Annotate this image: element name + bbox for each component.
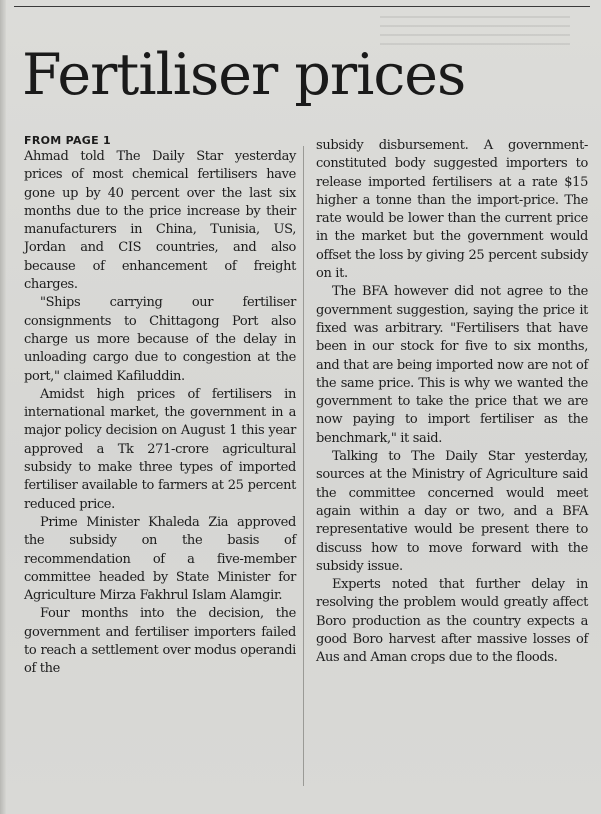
article-column-right	[316, 137, 588, 668]
paragraph: The BFA however did not agree to the government suggestion, saying the price it fixed was arbitrary. "Fertilisers that have been in our stock for five to six months, and that are being imported now are not of the same price. This is why we wanted the government to take the price that we are now paying to import fertiliser as the benchmark," it said.	[316, 284, 588, 446]
top-rule	[14, 6, 590, 7]
paragraph: subsidy disbursement. A government-constituted body suggested importers to release imported fertilisers at a rate $15 higher a tonne than the import-price. The rate would be lower than the current price in the market but the government would offset the loss by giving 25 percent subsidy on it.	[316, 138, 588, 282]
column-divider	[303, 146, 304, 786]
paragraph: Experts noted that further delay in resolving the problem would greatly affect Boro production as the country expects a good Boro harvest after massive losses of Aus and Aman crops due to the floods.	[316, 577, 588, 666]
paragraph: Ahmad told The Daily Star yesterday prices of most chemical fertilisers have gone up by 40 percent over the last six months due to the price increase by their manufacturers in China, Tunisia, US, Jordan and CIS countries, and also because of enhancement of freight charges.	[24, 149, 296, 293]
paragraph: Amidst high prices of fertilisers in international market, the government in a major policy decision on August 1 this year approved a Tk 271-crore agricultural subsidy to make three types of imported fertiliser available to farmers at 25 percent reduced price.	[24, 386, 296, 512]
paragraph: Prime Minister Khaleda Zia approved the subsidy on the basis of recommendation of a five-member committee headed by State Minister for Agriculture Mirza Fakhrul Islam Alamgir.	[24, 514, 296, 604]
continuation-kicker: FROM PAGE 1	[24, 134, 112, 147]
paragraph: Four months into the decision, the government and fertiliser importers failed to reach a settlement over modus operandi of the	[24, 606, 296, 677]
page-edge-shadow	[0, 0, 6, 814]
headline: Fertiliser prices	[22, 42, 466, 108]
article-column-left	[24, 134, 296, 679]
paragraph: "Ships carrying our fertiliser consignments to Chittagong Port also charge us more because of the delay in unloading cargo due to congestion at the port," claimed Kafiluddin.	[24, 295, 296, 384]
paragraph: Talking to The Daily Star yesterday, sources at the Ministry of Agriculture said the committee concerned would meet again within a day or two, and a BFA representative would be present there to discuss how to move forward with the subsidy issue.	[316, 449, 588, 574]
